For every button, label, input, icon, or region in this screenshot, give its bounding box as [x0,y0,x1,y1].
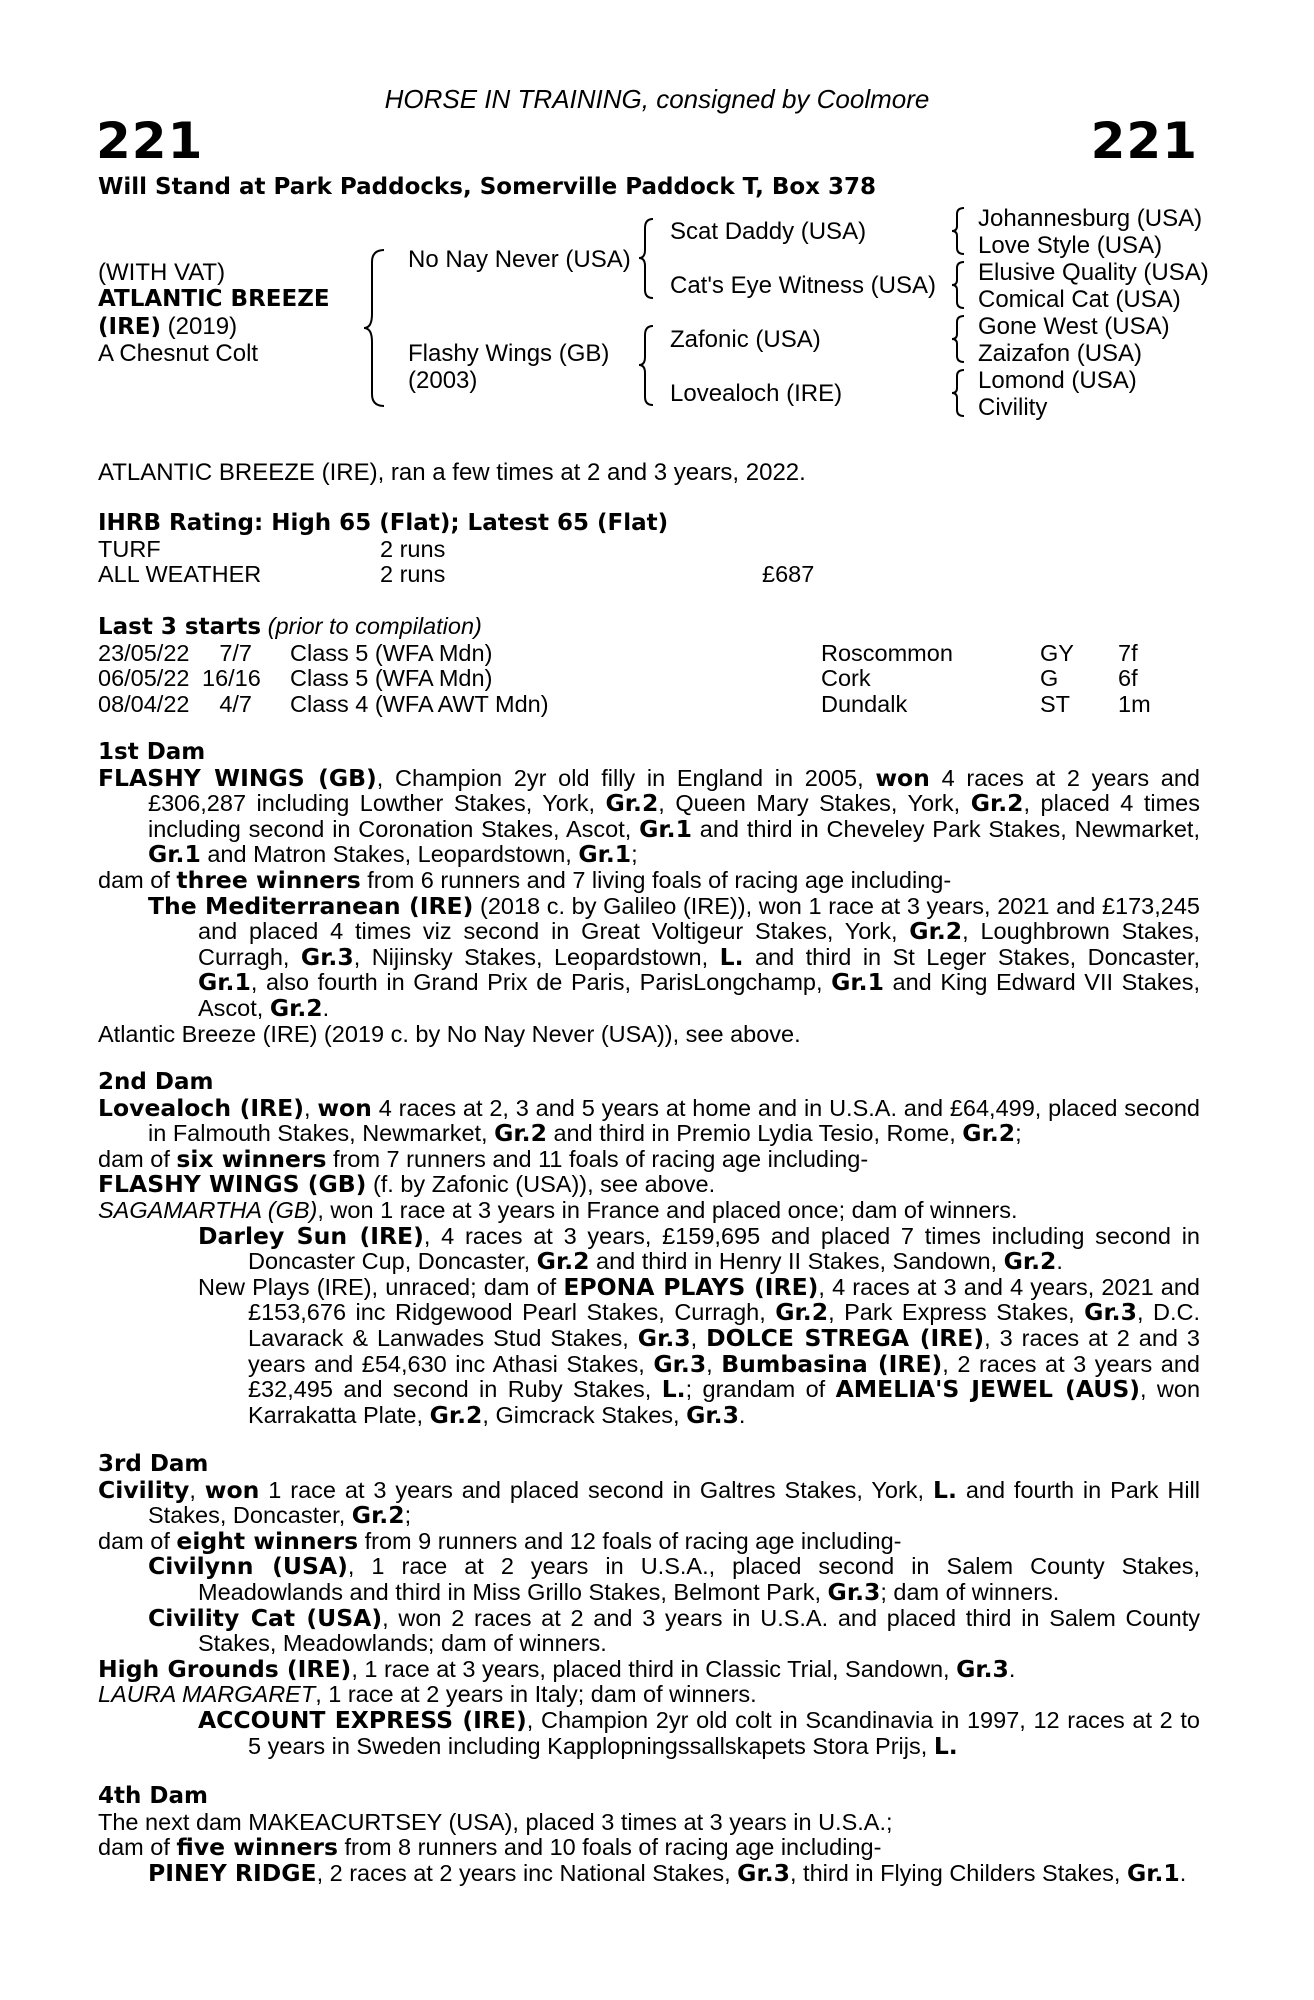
grade: Gr.3 [686,1400,739,1429]
rating-prize: £687 [762,561,815,588]
text: (f. by Zafonic (USA)), see above. [366,1171,716,1198]
grade: Gr.3 [653,1349,707,1378]
produce-name: Civility Cat (USA) [148,1603,383,1632]
grade: Gr.2 [536,1247,590,1276]
text: , 2 races at 2 years inc National Stakes, [316,1859,738,1886]
horse-country: (IRE) [98,314,162,340]
winners-count: eight winners [176,1526,359,1555]
start-date: 23/05/22 [98,639,190,666]
text: , also fourth in Grand Prix de Paris, ParisLongchamp, [250,969,832,996]
start-distance: 1m [1118,690,1151,717]
pedigree-brace-main [362,246,392,411]
rating-heading: IHRB Rating: High 65 (Flat); Latest 65 (Flat) [98,510,669,536]
produce-entry [98,1705,1201,1760]
text: and Matron Stakes, Leopardstown, [200,841,579,868]
rating-row [98,562,1200,588]
sire-dam: Cat's Eye Witness (USA) [670,272,936,299]
start-date: 08/04/22 [98,690,190,717]
text: , Gimcrack Stakes, [482,1401,687,1428]
produce-entry [98,1172,1200,1198]
produce-name: AMELIA'S JEWEL (AUS) [835,1375,1140,1404]
text: ; [1015,1120,1022,1147]
grade: Gr.1 [831,968,884,997]
rating-surface: TURF [98,535,161,562]
grade: L. [933,1731,958,1760]
dam-year: (2003) [408,367,478,394]
last-starts-note: (prior to compilation) [261,613,482,639]
text: , 4 races at 3 years, £159,695 and placed 7 times including second in Doncaster Cup, Doncaster, [248,1222,1201,1275]
start-going: G [1040,665,1059,692]
consignor-line: HORSE IN TRAINING, consigned by Coolmore [384,84,930,114]
winners-count: six winners [176,1144,327,1173]
won-label: won [317,1093,372,1122]
text: dam of [98,1527,177,1554]
grade: Gr.3 [300,942,354,971]
start-position: 16/16 [202,665,261,692]
g3-brace-2 [950,259,970,311]
text: and third in Henry II Stakes, Sandown, [589,1248,1004,1275]
start-row [98,666,1200,692]
start-row [98,692,1200,718]
produce-name: Civilynn (USA) [148,1552,348,1581]
grade: Gr.2 [269,993,323,1022]
text: , 1 race at 2 years in U.S.A., placed second in Salem County Stakes, Meadowlands and third in Miss Grillo Stakes, Belmont Park, [198,1553,1200,1605]
g4-5: Gone West (USA) [978,313,1170,340]
text: , won 2 races at 2 and 3 years in U.S.A. and placed third in Salem County Stakes, Meadowlands; dam of winners. [198,1604,1200,1657]
g3-brace-4 [950,367,970,419]
produce-entry [98,1858,1200,1887]
grade: Gr.2 [775,1298,829,1327]
text: , Champion 2yr old colt in Scandinavia in 1997, 12 races at 2 to 5 years in Sweden including Kapplopningssallskapets Stora Prijs, [248,1706,1201,1759]
text: , 1 race at 2 years in Italy; dam of winners. [315,1681,757,1708]
text: 1 race at 3 years and placed second in Galtres Stakes, York, [259,1476,933,1503]
grade: L. [933,1475,957,1504]
horse-name: ATLANTIC BREEZE [98,286,330,312]
dam-name: FLASHY WINGS (GB) [98,763,377,792]
text: , 4 races at 3 and 4 years, 2021 and £153,676 inc Ridgewood Pearl Stakes, Curragh, [248,1273,1200,1326]
rating-runs: 2 runs [380,535,446,562]
grade: Gr.2 [429,1400,483,1429]
first-dam-produce-summary [98,865,1200,894]
grade: Gr.2 [494,1119,547,1148]
dam-name: Lovealoch (IRE) [98,1093,304,1122]
text: New Plays (IRE), unraced; dam of [198,1273,564,1300]
vat-note: (WITH VAT) [98,259,226,286]
text: ; grandam of [685,1376,836,1403]
start-course: Dundalk [821,690,908,717]
produce-entry [98,1682,1200,1708]
text: , Loughbrown Stakes, Curragh, [198,918,1200,970]
text: , Champion 2yr old filly in England in 2005, [376,764,876,791]
produce-entry [98,1554,1200,1605]
g4-6: Zaizafon (USA) [978,340,1143,367]
produce-entry [98,1198,1200,1224]
fourth-dam-heading: 4th Dam [98,1783,208,1809]
third-dam-section [98,1452,1200,1759]
text: , 2 races at 3 years and £32,495 and second in Ruby Stakes, [248,1350,1200,1403]
sire-brace [637,216,659,302]
second-dam-produce-summary [98,1144,1200,1173]
grade: Gr.2 [1003,1247,1057,1276]
start-race: Class 5 (WFA Mdn) [290,665,493,692]
first-dam-section [98,740,1200,1047]
sire-sire: Scat Daddy (USA) [670,218,867,245]
produce-name: SAGAMARTHA (GB) [98,1196,318,1223]
text: , Nijinsky Stakes, Leopardstown, [353,943,720,970]
won-label: won [875,763,930,792]
start-row [98,641,1200,667]
produce-name: ACCOUNT EXPRESS (IRE) [198,1705,527,1734]
text: and King Edward VII Stakes, Ascot, [198,969,1200,1021]
g4-2: Love Style (USA) [978,232,1163,259]
dam-brace [637,323,659,409]
text: , [706,1350,722,1377]
fourth-dam-produce-summary [98,1835,1200,1861]
text: . [738,1401,746,1428]
produce-entry [98,1603,1200,1657]
grade: L. [661,1375,686,1404]
grade: L. [719,942,744,971]
grade: Gr.2 [605,789,659,818]
start-race: Class 5 (WFA Mdn) [290,639,493,666]
start-distance: 7f [1118,639,1138,666]
dam-name: Civility [98,1475,190,1504]
grade: Gr.3 [956,1654,1009,1683]
text: from 9 runners and 12 foals of racing age including- [358,1527,902,1554]
start-course: Roscommon [821,639,953,666]
g4-8: Civility [978,394,1048,421]
third-dam-record [98,1475,1200,1530]
g3-brace-1 [950,205,970,257]
produce-entry: Atlantic Breeze (IRE) (2019 c. by No Nay Never (USA)), see above. [98,1020,801,1047]
dam-sire: Zafonic (USA) [670,326,821,353]
grade: Gr.3 [637,1323,691,1352]
last-starts-heading: Last 3 starts [98,614,262,640]
last-starts-section [98,614,1200,717]
start-going: ST [1040,690,1071,717]
start-course: Cork [821,665,871,692]
text: ; [631,841,638,868]
grade: Gr.3 [1084,1298,1137,1327]
produce-name: The Mediterranean (IRE) [148,891,474,920]
text: and third in St Leger Stakes, Doncaster, [743,943,1201,970]
text: . [1179,1859,1187,1886]
text: , Queen Mary Stakes, York, [658,790,971,817]
g4-7: Lomond (USA) [978,367,1137,394]
grade: Gr.3 [737,1858,790,1887]
text: dam of [98,866,177,893]
text: , placed 4 times including second in Coronation Stakes, Ascot, [148,790,1200,842]
second-dam-heading: 2nd Dam [98,1069,214,1095]
text: ; dam of winners. [880,1578,1060,1605]
text: , [303,1094,318,1121]
third-dam-heading: 3rd Dam [98,1451,209,1477]
race-summary: ATLANTIC BREEZE (IRE), ran a few times at 2 and 3 years, 2022. [98,459,806,486]
second-dam-section [98,1070,1200,1428]
text: , won 1 race at 3 years in France and placed once; dam of winners. [317,1196,1018,1223]
won-label: won [204,1475,260,1504]
start-going: GY [1040,639,1074,666]
g4-4: Comical Cat (USA) [978,286,1181,313]
fourth-dam-section [98,1784,1200,1886]
produce-entry [98,1272,1201,1429]
last-starts-title [98,614,1200,641]
start-date: 06/05/22 [98,665,190,692]
text: , won Karrakatta Plate, [248,1376,1201,1428]
second-dam-record [98,1093,1200,1148]
grade: Gr.1 [578,840,632,869]
text: from 7 runners and 11 foals of racing age including- [326,1145,869,1172]
produce-name: FLASHY WINGS (GB) [98,1170,367,1199]
grade: Gr.2 [962,1119,1016,1148]
produce-name: Darley Sun (IRE) [198,1221,424,1250]
start-position: 7/7 [219,639,252,666]
foaled-year: (2019) [161,313,238,340]
grade: Gr.1 [639,814,692,843]
fourth-dam-record: The next dam MAKEACURTSEY (USA), placed 3 times at 3 years in U.S.A.; [98,1808,893,1835]
text: ; [404,1502,412,1529]
text: , D.C. Lavarack & Lanwades Stud Stakes, [248,1299,1200,1351]
produce-name: DOLCE STREGA (IRE) [706,1323,985,1352]
rating-runs: 2 runs [380,561,446,588]
g3-brace-3 [950,313,970,365]
third-dam-produce-summary [98,1526,1200,1555]
text: , [189,1476,205,1503]
text: 4 races at 2 years and £306,287 including Lowther Stakes, York, [148,764,1200,817]
grade: Gr.2 [970,789,1024,818]
grade: Gr.1 [1126,1858,1180,1887]
produce-name: EPONA PLAYS (IRE) [563,1272,819,1301]
text: dam of [98,1145,177,1172]
produce-name: LAURA MARGARET [98,1681,316,1708]
first-dam-heading: 1st Dam [98,739,206,765]
produce-name: Bumbasina (IRE) [721,1349,943,1378]
text: , Park Express Stakes, [828,1299,1085,1326]
produce-name: High Grounds (IRE) [98,1654,352,1683]
winners-count: three winners [176,865,361,894]
dam-dam: Lovealoch (IRE) [670,380,843,407]
grade: Gr.1 [198,968,251,997]
text: dam of [98,1834,177,1861]
stabling-location: Will Stand at Park Paddocks, Somerville Paddock T, Box 378 [98,174,877,200]
grade: Gr.3 [827,1577,881,1606]
produce-entry [98,1654,1200,1683]
grade: Gr.2 [909,917,963,946]
text: , 1 race at 3 years, placed third in Classic Trial, Sandown, [351,1655,957,1682]
rating-row [98,537,1200,563]
text: from 6 runners and 7 living foals of racing age including- [360,866,952,893]
produce-entry [98,891,1201,1022]
text: , third in Flying Childers Stakes, [789,1859,1127,1886]
dam: Flashy Wings (GB) [408,340,610,367]
start-distance: 6f [1118,665,1138,692]
start-race: Class 4 (WFA AWT Mdn) [290,690,549,717]
g4-3: Elusive Quality (USA) [978,259,1209,286]
g4-1: Johannesburg (USA) [978,205,1203,232]
horse-description: A Chesnut Colt [98,340,259,367]
text: , 3 races at 2 and 3 years and £54,630 inc Athasi Stakes, [248,1324,1201,1377]
text: . [1056,1248,1063,1275]
lot-number-right: 221 [1090,112,1198,170]
text: (2018 c. by Galileo (IRE)), won 1 race at 3 years, 2021 and £173,245 and placed 4 times viz second in Great Voltigeur Stakes, York, [198,892,1200,945]
text: and fourth in Park Hill Stakes, Doncaster, [148,1476,1200,1529]
text: . [322,994,330,1021]
rating-section [98,511,1200,588]
grade: Gr.1 [148,840,201,869]
rating-surface: ALL WEATHER [98,561,262,588]
text: and third in Cheveley Park Stakes, Newmarket, [691,815,1200,842]
sire: No Nay Never (USA) [408,246,631,273]
grade: Gr.2 [351,1501,405,1530]
produce-entry [98,1221,1201,1276]
winners-count: five winners [176,1833,338,1862]
horse-country-year [98,313,237,341]
start-position: 4/7 [219,690,252,717]
text: 4 races at 2, 3 and 5 years at home and in U.S.A. and £64,499, placed second in Falmouth Stakes, Newmarket, [148,1094,1200,1147]
text: from 8 runners and 10 foals of racing age including- [337,1834,882,1861]
text: and third in Premio Lydia Tesio, Rome, [546,1120,963,1147]
produce-name: PINEY RIDGE [148,1858,317,1887]
text: , [690,1324,707,1351]
lot-number-left: 221 [96,112,204,170]
text: . [1008,1655,1016,1682]
first-dam-record [98,763,1200,869]
